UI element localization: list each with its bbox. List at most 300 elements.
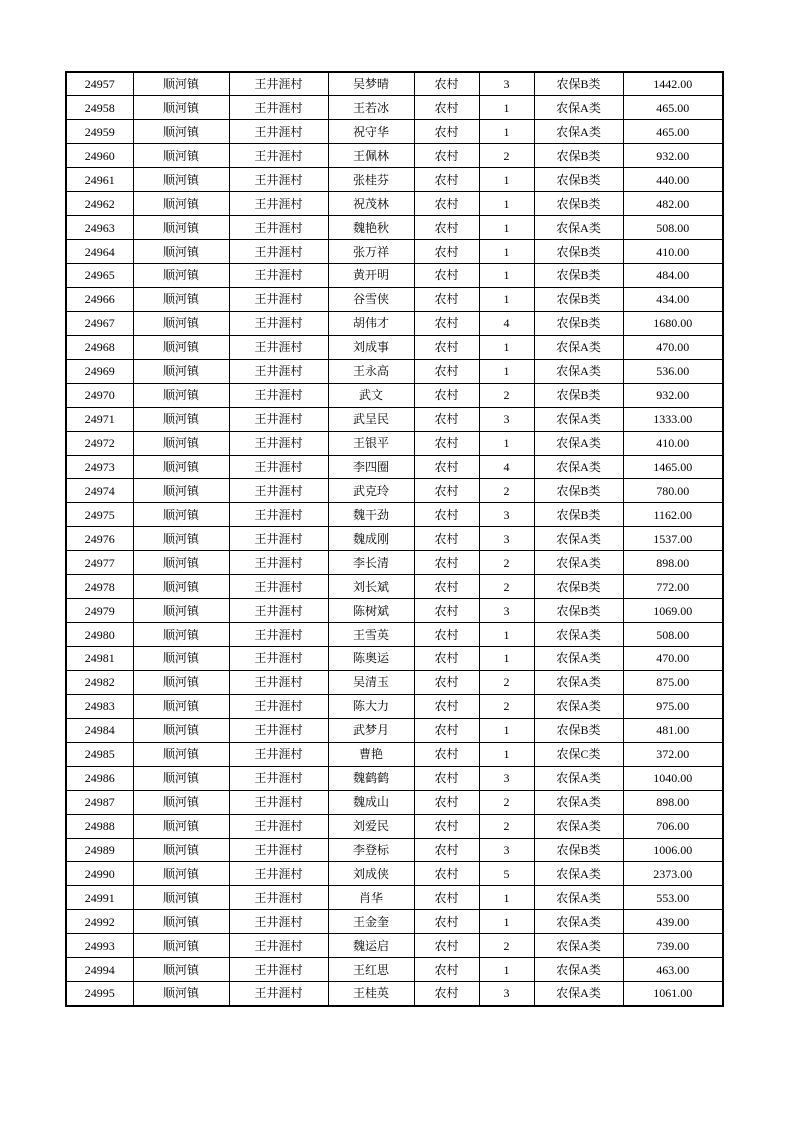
cell-id: 24974	[66, 479, 133, 503]
cell-residence-type: 农村	[414, 718, 479, 742]
table-row	[66, 742, 723, 766]
cell-amount: 470.00	[623, 335, 723, 359]
cell-insurance-category: 农保A类	[534, 96, 623, 120]
cell-amount: 932.00	[623, 383, 723, 407]
cell-insurance-category: 农保B类	[534, 168, 623, 192]
cell-insurance-category: 农保A类	[534, 862, 623, 886]
cell-insurance-category: 农保B类	[534, 144, 623, 168]
cell-residence-type: 农村	[414, 431, 479, 455]
cell-id: 24985	[66, 742, 133, 766]
cell-town: 顺河镇	[133, 814, 229, 838]
cell-id: 24957	[66, 72, 133, 96]
cell-id: 24995	[66, 982, 133, 1006]
cell-insurance-category: 农保A类	[534, 407, 623, 431]
cell-residence-type: 农村	[414, 359, 479, 383]
cell-person-name: 胡伟才	[328, 311, 414, 335]
cell-amount: 706.00	[623, 814, 723, 838]
cell-id: 24978	[66, 575, 133, 599]
cell-person-name: 李四圈	[328, 455, 414, 479]
cell-town: 顺河镇	[133, 383, 229, 407]
table-row	[66, 670, 723, 694]
cell-village: 王井涯村	[229, 551, 328, 575]
cell-head-count: 2	[479, 551, 534, 575]
cell-person-name: 肖华	[328, 886, 414, 910]
cell-insurance-category: 农保A类	[534, 934, 623, 958]
cell-residence-type: 农村	[414, 958, 479, 982]
cell-town: 顺河镇	[133, 455, 229, 479]
cell-head-count: 1	[479, 431, 534, 455]
cell-person-name: 武呈民	[328, 407, 414, 431]
cell-town: 顺河镇	[133, 144, 229, 168]
cell-insurance-category: 农保A类	[534, 694, 623, 718]
cell-residence-type: 农村	[414, 216, 479, 240]
cell-id: 24991	[66, 886, 133, 910]
cell-residence-type: 农村	[414, 766, 479, 790]
cell-insurance-category: 农保B类	[534, 72, 623, 96]
cell-town: 顺河镇	[133, 766, 229, 790]
cell-id: 24988	[66, 814, 133, 838]
cell-person-name: 王佩林	[328, 144, 414, 168]
cell-amount: 1333.00	[623, 407, 723, 431]
cell-person-name: 魏干劲	[328, 503, 414, 527]
cell-residence-type: 农村	[414, 240, 479, 264]
cell-town: 顺河镇	[133, 934, 229, 958]
cell-amount: 780.00	[623, 479, 723, 503]
cell-person-name: 魏成山	[328, 790, 414, 814]
cell-id: 24966	[66, 287, 133, 311]
cell-town: 顺河镇	[133, 479, 229, 503]
cell-amount: 875.00	[623, 670, 723, 694]
cell-residence-type: 农村	[414, 192, 479, 216]
cell-head-count: 3	[479, 72, 534, 96]
records-table-container	[65, 71, 724, 1007]
table-row	[66, 527, 723, 551]
cell-residence-type: 农村	[414, 479, 479, 503]
cell-amount: 1680.00	[623, 311, 723, 335]
table-row	[66, 359, 723, 383]
cell-insurance-category: 农保B类	[534, 479, 623, 503]
cell-amount: 439.00	[623, 910, 723, 934]
cell-amount: 410.00	[623, 240, 723, 264]
table-row	[66, 934, 723, 958]
cell-head-count: 3	[479, 527, 534, 551]
cell-insurance-category: 农保B类	[534, 575, 623, 599]
table-row	[66, 455, 723, 479]
cell-amount: 1069.00	[623, 599, 723, 623]
cell-residence-type: 农村	[414, 694, 479, 718]
table-row	[66, 982, 723, 1006]
cell-residence-type: 农村	[414, 623, 479, 647]
cell-insurance-category: 农保B类	[534, 838, 623, 862]
cell-residence-type: 农村	[414, 886, 479, 910]
cell-village: 王井涯村	[229, 718, 328, 742]
cell-town: 顺河镇	[133, 120, 229, 144]
cell-person-name: 刘成事	[328, 335, 414, 359]
cell-village: 王井涯村	[229, 527, 328, 551]
cell-id: 24983	[66, 694, 133, 718]
cell-person-name: 魏艳秋	[328, 216, 414, 240]
cell-id: 24969	[66, 359, 133, 383]
cell-head-count: 1	[479, 647, 534, 671]
cell-amount: 440.00	[623, 168, 723, 192]
cell-village: 王井涯村	[229, 216, 328, 240]
cell-insurance-category: 农保A类	[534, 216, 623, 240]
cell-amount: 463.00	[623, 958, 723, 982]
cell-insurance-category: 农保A类	[534, 886, 623, 910]
table-row	[66, 407, 723, 431]
cell-insurance-category: 农保A类	[534, 120, 623, 144]
cell-village: 王井涯村	[229, 814, 328, 838]
cell-town: 顺河镇	[133, 575, 229, 599]
cell-person-name: 王银平	[328, 431, 414, 455]
cell-id: 24971	[66, 407, 133, 431]
cell-village: 王井涯村	[229, 982, 328, 1006]
cell-village: 王井涯村	[229, 623, 328, 647]
cell-amount: 898.00	[623, 790, 723, 814]
cell-id: 24984	[66, 718, 133, 742]
cell-head-count: 2	[479, 790, 534, 814]
cell-residence-type: 农村	[414, 862, 479, 886]
cell-town: 顺河镇	[133, 216, 229, 240]
table-row	[66, 862, 723, 886]
cell-head-count: 1	[479, 216, 534, 240]
cell-residence-type: 农村	[414, 168, 479, 192]
cell-amount: 470.00	[623, 647, 723, 671]
cell-person-name: 王桂英	[328, 982, 414, 1006]
cell-amount: 536.00	[623, 359, 723, 383]
cell-insurance-category: 农保A类	[534, 623, 623, 647]
cell-head-count: 1	[479, 718, 534, 742]
cell-residence-type: 农村	[414, 742, 479, 766]
cell-id: 24994	[66, 958, 133, 982]
cell-amount: 975.00	[623, 694, 723, 718]
cell-amount: 1006.00	[623, 838, 723, 862]
cell-residence-type: 农村	[414, 527, 479, 551]
cell-residence-type: 农村	[414, 575, 479, 599]
cell-insurance-category: 农保B类	[534, 599, 623, 623]
cell-village: 王井涯村	[229, 120, 328, 144]
cell-town: 顺河镇	[133, 431, 229, 455]
table-row	[66, 647, 723, 671]
cell-village: 王井涯村	[229, 72, 328, 96]
cell-insurance-category: 农保B类	[534, 311, 623, 335]
cell-town: 顺河镇	[133, 647, 229, 671]
table-row	[66, 144, 723, 168]
table-row	[66, 431, 723, 455]
cell-id: 24960	[66, 144, 133, 168]
cell-head-count: 3	[479, 982, 534, 1006]
cell-village: 王井涯村	[229, 599, 328, 623]
cell-village: 王井涯村	[229, 144, 328, 168]
cell-person-name: 张桂芬	[328, 168, 414, 192]
cell-amount: 772.00	[623, 575, 723, 599]
cell-village: 王井涯村	[229, 838, 328, 862]
cell-id: 24987	[66, 790, 133, 814]
table-row	[66, 96, 723, 120]
cell-head-count: 1	[479, 192, 534, 216]
cell-town: 顺河镇	[133, 790, 229, 814]
cell-residence-type: 农村	[414, 335, 479, 359]
cell-person-name: 魏运启	[328, 934, 414, 958]
cell-town: 顺河镇	[133, 862, 229, 886]
cell-person-name: 王红思	[328, 958, 414, 982]
table-row	[66, 958, 723, 982]
cell-village: 王井涯村	[229, 958, 328, 982]
cell-person-name: 曹艳	[328, 742, 414, 766]
cell-insurance-category: 农保B类	[534, 718, 623, 742]
cell-id: 24964	[66, 240, 133, 264]
cell-amount: 410.00	[623, 431, 723, 455]
cell-residence-type: 农村	[414, 670, 479, 694]
cell-head-count: 3	[479, 766, 534, 790]
cell-person-name: 魏成刚	[328, 527, 414, 551]
cell-id: 24961	[66, 168, 133, 192]
cell-insurance-category: 农保B类	[534, 383, 623, 407]
cell-person-name: 王永高	[328, 359, 414, 383]
cell-town: 顺河镇	[133, 982, 229, 1006]
cell-person-name: 祝茂林	[328, 192, 414, 216]
cell-insurance-category: 农保A类	[534, 814, 623, 838]
cell-village: 王井涯村	[229, 264, 328, 288]
cell-insurance-category: 农保A类	[534, 910, 623, 934]
cell-amount: 482.00	[623, 192, 723, 216]
cell-insurance-category: 农保B类	[534, 192, 623, 216]
cell-head-count: 1	[479, 240, 534, 264]
cell-id: 24990	[66, 862, 133, 886]
cell-residence-type: 农村	[414, 287, 479, 311]
cell-residence-type: 农村	[414, 264, 479, 288]
cell-person-name: 李登标	[328, 838, 414, 862]
table-row	[66, 479, 723, 503]
cell-id: 24976	[66, 527, 133, 551]
cell-id: 24970	[66, 383, 133, 407]
table-row	[66, 287, 723, 311]
cell-insurance-category: 农保A类	[534, 335, 623, 359]
table-row	[66, 814, 723, 838]
cell-head-count: 4	[479, 455, 534, 479]
cell-town: 顺河镇	[133, 335, 229, 359]
cell-amount: 508.00	[623, 623, 723, 647]
cell-residence-type: 农村	[414, 838, 479, 862]
cell-person-name: 张万祥	[328, 240, 414, 264]
cell-town: 顺河镇	[133, 694, 229, 718]
cell-insurance-category: 农保B类	[534, 240, 623, 264]
cell-head-count: 5	[479, 862, 534, 886]
cell-id: 24993	[66, 934, 133, 958]
cell-person-name: 黄开明	[328, 264, 414, 288]
cell-insurance-category: 农保C类	[534, 742, 623, 766]
cell-village: 王井涯村	[229, 96, 328, 120]
cell-person-name: 祝守华	[328, 120, 414, 144]
cell-residence-type: 农村	[414, 814, 479, 838]
cell-village: 王井涯村	[229, 455, 328, 479]
cell-residence-type: 农村	[414, 120, 479, 144]
cell-town: 顺河镇	[133, 551, 229, 575]
cell-amount: 484.00	[623, 264, 723, 288]
cell-town: 顺河镇	[133, 72, 229, 96]
cell-id: 24962	[66, 192, 133, 216]
cell-residence-type: 农村	[414, 96, 479, 120]
cell-residence-type: 农村	[414, 455, 479, 479]
insurance-records-table	[65, 71, 724, 1007]
cell-id: 24973	[66, 455, 133, 479]
cell-amount: 1537.00	[623, 527, 723, 551]
cell-residence-type: 农村	[414, 599, 479, 623]
table-row	[66, 718, 723, 742]
cell-residence-type: 农村	[414, 934, 479, 958]
cell-amount: 434.00	[623, 287, 723, 311]
cell-village: 王井涯村	[229, 647, 328, 671]
cell-head-count: 1	[479, 120, 534, 144]
cell-insurance-category: 农保B类	[534, 264, 623, 288]
cell-village: 王井涯村	[229, 934, 328, 958]
cell-insurance-category: 农保A类	[534, 455, 623, 479]
cell-residence-type: 农村	[414, 982, 479, 1006]
cell-town: 顺河镇	[133, 311, 229, 335]
cell-id: 24968	[66, 335, 133, 359]
cell-town: 顺河镇	[133, 910, 229, 934]
cell-person-name: 吴梦晴	[328, 72, 414, 96]
cell-insurance-category: 农保A类	[534, 647, 623, 671]
cell-person-name: 刘成侠	[328, 862, 414, 886]
cell-amount: 1465.00	[623, 455, 723, 479]
cell-village: 王井涯村	[229, 766, 328, 790]
cell-id: 24979	[66, 599, 133, 623]
cell-head-count: 1	[479, 623, 534, 647]
cell-amount: 932.00	[623, 144, 723, 168]
cell-town: 顺河镇	[133, 670, 229, 694]
cell-town: 顺河镇	[133, 718, 229, 742]
cell-residence-type: 农村	[414, 790, 479, 814]
cell-amount: 898.00	[623, 551, 723, 575]
cell-village: 王井涯村	[229, 407, 328, 431]
cell-head-count: 2	[479, 479, 534, 503]
cell-town: 顺河镇	[133, 838, 229, 862]
cell-village: 王井涯村	[229, 287, 328, 311]
cell-town: 顺河镇	[133, 240, 229, 264]
cell-id: 24989	[66, 838, 133, 862]
table-row	[66, 216, 723, 240]
cell-person-name: 王金奎	[328, 910, 414, 934]
cell-village: 王井涯村	[229, 431, 328, 455]
cell-town: 顺河镇	[133, 287, 229, 311]
cell-village: 王井涯村	[229, 670, 328, 694]
table-row	[66, 192, 723, 216]
cell-person-name: 李长清	[328, 551, 414, 575]
cell-id: 24981	[66, 647, 133, 671]
cell-head-count: 2	[479, 383, 534, 407]
cell-amount: 1040.00	[623, 766, 723, 790]
cell-town: 顺河镇	[133, 359, 229, 383]
cell-village: 王井涯村	[229, 742, 328, 766]
cell-town: 顺河镇	[133, 96, 229, 120]
table-row	[66, 120, 723, 144]
cell-village: 王井涯村	[229, 383, 328, 407]
cell-insurance-category: 农保B类	[534, 287, 623, 311]
cell-head-count: 1	[479, 264, 534, 288]
cell-amount: 481.00	[623, 718, 723, 742]
cell-amount: 372.00	[623, 742, 723, 766]
cell-head-count: 2	[479, 144, 534, 168]
cell-person-name: 武文	[328, 383, 414, 407]
cell-person-name: 吴清玉	[328, 670, 414, 694]
table-row	[66, 838, 723, 862]
cell-head-count: 1	[479, 168, 534, 192]
cell-amount: 465.00	[623, 96, 723, 120]
cell-id: 24965	[66, 264, 133, 288]
cell-amount: 508.00	[623, 216, 723, 240]
table-row	[66, 264, 723, 288]
cell-head-count: 1	[479, 96, 534, 120]
cell-id: 24963	[66, 216, 133, 240]
cell-town: 顺河镇	[133, 264, 229, 288]
table-row	[66, 551, 723, 575]
cell-village: 王井涯村	[229, 479, 328, 503]
table-row	[66, 311, 723, 335]
cell-insurance-category: 农保A类	[534, 431, 623, 455]
cell-village: 王井涯村	[229, 335, 328, 359]
cell-head-count: 2	[479, 934, 534, 958]
table-row	[66, 790, 723, 814]
cell-town: 顺河镇	[133, 742, 229, 766]
table-row	[66, 240, 723, 264]
cell-town: 顺河镇	[133, 168, 229, 192]
cell-id: 24992	[66, 910, 133, 934]
cell-residence-type: 农村	[414, 503, 479, 527]
cell-village: 王井涯村	[229, 359, 328, 383]
cell-village: 王井涯村	[229, 311, 328, 335]
cell-insurance-category: 农保A类	[534, 982, 623, 1006]
table-row	[66, 886, 723, 910]
cell-head-count: 2	[479, 814, 534, 838]
cell-id: 24967	[66, 311, 133, 335]
cell-head-count: 1	[479, 359, 534, 383]
cell-village: 王井涯村	[229, 240, 328, 264]
cell-town: 顺河镇	[133, 192, 229, 216]
cell-amount: 2373.00	[623, 862, 723, 886]
cell-insurance-category: 农保A类	[534, 359, 623, 383]
cell-residence-type: 农村	[414, 407, 479, 431]
cell-id: 24959	[66, 120, 133, 144]
cell-insurance-category: 农保A类	[534, 527, 623, 551]
table-row	[66, 766, 723, 790]
cell-insurance-category: 农保A类	[534, 790, 623, 814]
cell-head-count: 1	[479, 335, 534, 359]
cell-residence-type: 农村	[414, 383, 479, 407]
cell-person-name: 谷雪侠	[328, 287, 414, 311]
cell-id: 24980	[66, 623, 133, 647]
cell-town: 顺河镇	[133, 623, 229, 647]
cell-id: 24982	[66, 670, 133, 694]
table-row	[66, 168, 723, 192]
cell-head-count: 1	[479, 287, 534, 311]
cell-insurance-category: 农保A类	[534, 766, 623, 790]
cell-id: 24986	[66, 766, 133, 790]
cell-id: 24977	[66, 551, 133, 575]
cell-insurance-category: 农保B类	[534, 503, 623, 527]
cell-amount: 1162.00	[623, 503, 723, 527]
cell-person-name: 王若冰	[328, 96, 414, 120]
cell-residence-type: 农村	[414, 551, 479, 575]
cell-id: 24975	[66, 503, 133, 527]
cell-village: 王井涯村	[229, 886, 328, 910]
cell-village: 王井涯村	[229, 575, 328, 599]
cell-head-count: 2	[479, 670, 534, 694]
cell-town: 顺河镇	[133, 407, 229, 431]
table-row	[66, 599, 723, 623]
cell-insurance-category: 农保A类	[534, 958, 623, 982]
cell-head-count: 1	[479, 886, 534, 910]
